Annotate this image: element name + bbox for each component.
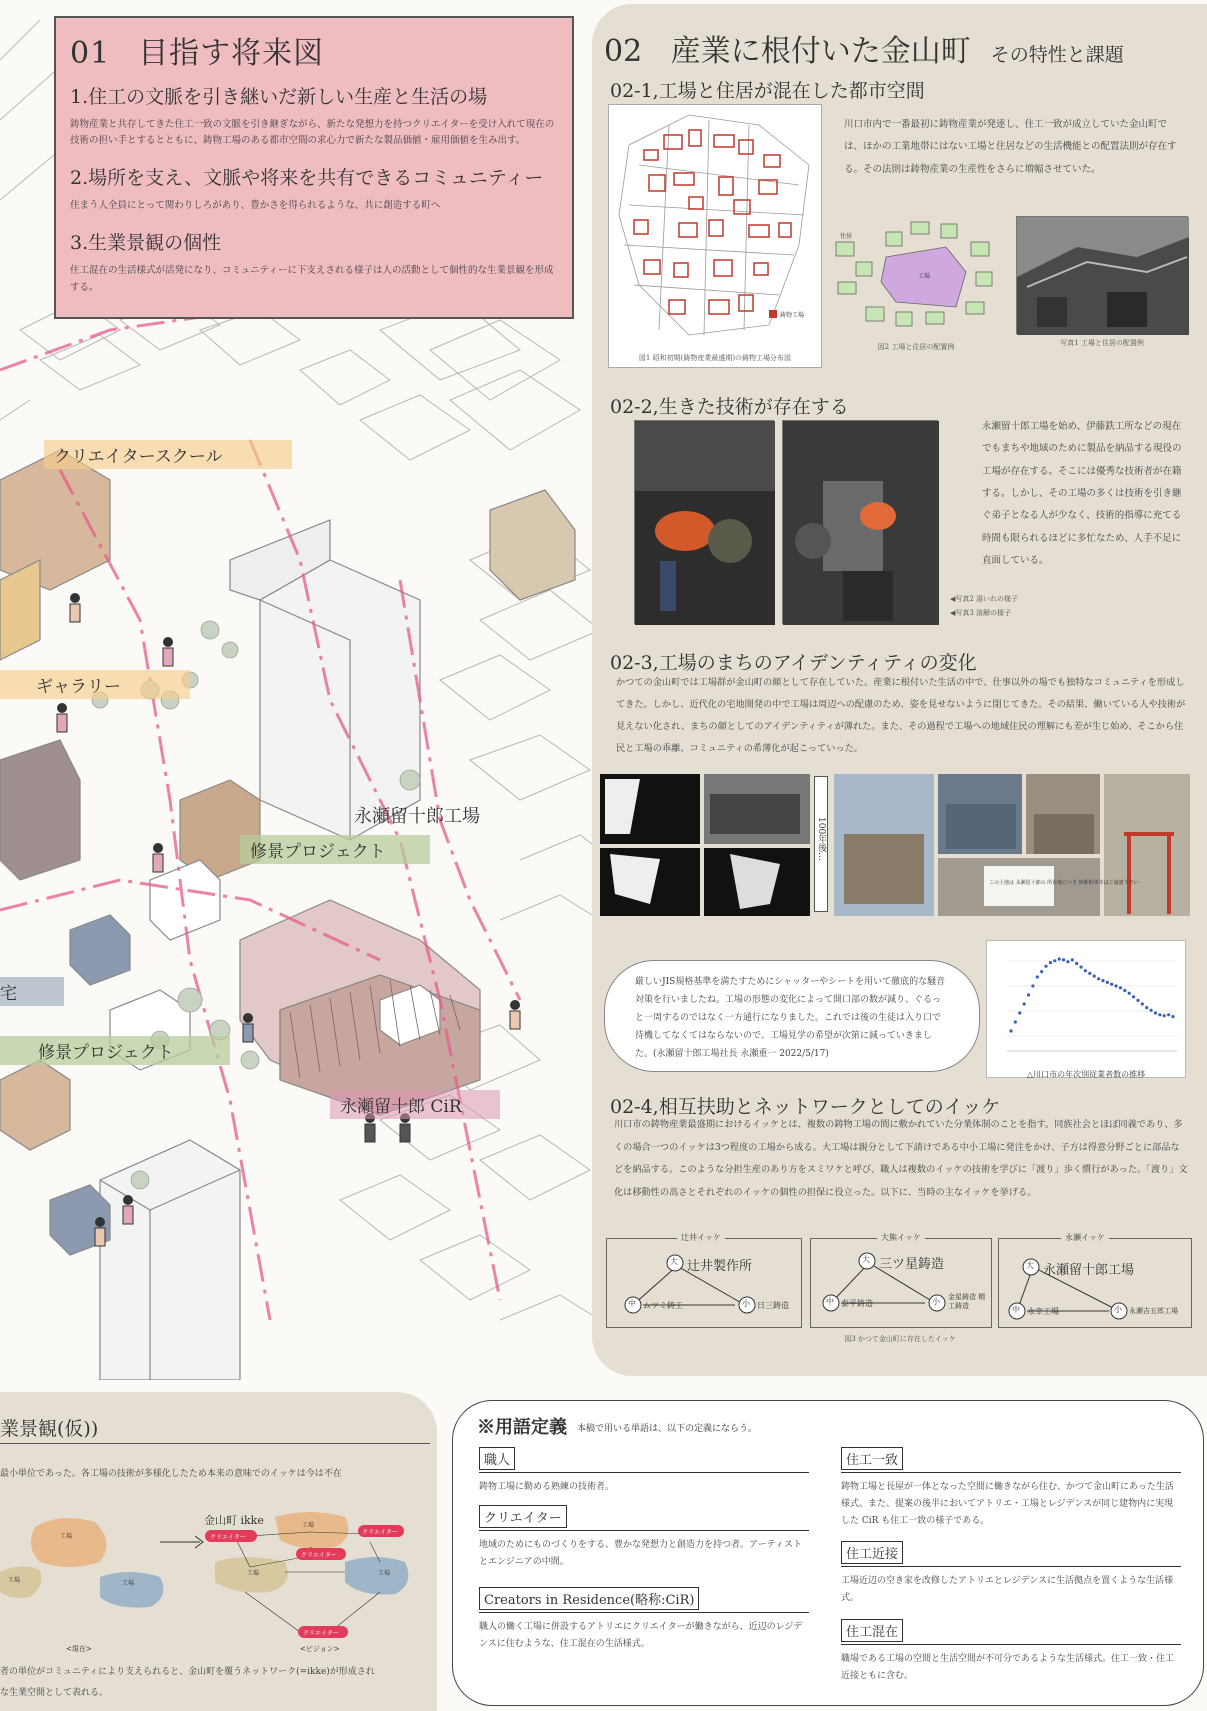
photo-2-image: [635, 421, 775, 625]
subsection-02-4-heading: 02-4,相互扶助とネットワークとしてのイッケ: [610, 1096, 1001, 1118]
factory-label: 工場: [60, 1533, 73, 1540]
label-left-edge: 宅: [0, 977, 64, 1006]
vision-item-2-body: 住まう人全員にとって関わりしろがあり、豊かさを得られるような、共に創造する町へ: [70, 200, 441, 212]
ikke-group-okuma: [810, 1233, 992, 1328]
photo-1-factory-housing: [1016, 216, 1188, 334]
section-02-heading: [604, 26, 1124, 70]
map-sketch: [609, 105, 821, 345]
section-number: 01: [70, 36, 111, 71]
photo-1-image: [1017, 217, 1189, 335]
employment-chart: [986, 940, 1186, 1078]
creator-tag: クリエイター: [362, 1529, 398, 1536]
chart-point: [1097, 977, 1100, 980]
photo-1-caption: 写真1 工場と住居の配置例: [1060, 339, 1144, 347]
term-body: 鋳物工場と長屋が一体となった空間に働きながら住む、かつて金山町にあった生活様式。また、提案の後半においてアトリエ・工場とレジデンスが同じ建物内に実現した CiR も住工一致の様子である。: [841, 1482, 1174, 1527]
sign-text: この土地は 永瀬留十郎の 所有地につき 無断駐車等はご遠慮下さい: [989, 880, 1139, 886]
factory-label: 工場: [378, 1570, 391, 1577]
term-heading: 住工一致: [841, 1447, 903, 1470]
chart-point: [1053, 959, 1056, 962]
big-mark: 大: [862, 1255, 870, 1264]
chart-point: [1106, 981, 1109, 984]
factory-label: 工場: [302, 1522, 315, 1529]
mid-factory: ムツミ鋳工: [643, 1301, 683, 1310]
chart-point: [1110, 983, 1113, 986]
chart-point: [1123, 989, 1126, 992]
term-creator: [479, 1505, 809, 1571]
chart-point: [1066, 960, 1069, 963]
fig2-factory-label: 工場: [918, 273, 931, 280]
ikke-diagram: [607, 1239, 803, 1329]
fig2-sketch: [826, 212, 1006, 338]
chart-point: [1136, 999, 1139, 1002]
term-heading: 職人: [479, 1447, 515, 1470]
fig2-house-label: 住居: [840, 233, 853, 240]
section-01-future-vision: [54, 16, 574, 319]
fig2-caption: 図2 工場と住居の配置例: [877, 343, 955, 351]
section-03-line1: 最小単位であった。各工場の技術が多様化したため本来の意味でのイッケは今は不在: [0, 1469, 342, 1479]
term-heading: 住工近接: [841, 1541, 903, 1564]
mid-mark: 中: [1012, 1305, 1020, 1314]
employment-chart-svg: [987, 941, 1185, 1065]
big-factory: 三ツ星鋳造: [879, 1257, 945, 1272]
mid-mark: 中: [628, 1299, 636, 1308]
section-03-footer-2: な生業空間として表れる。: [0, 1688, 109, 1698]
chart-point: [1101, 979, 1104, 982]
label-nagase-cir: 永瀬留十郎 CiR: [330, 1090, 500, 1119]
subsection-02-2-heading: 02-2,生きた技術が存在する: [610, 396, 849, 418]
term-juko-konzai: [841, 1619, 1181, 1685]
chart-point: [1088, 972, 1091, 975]
fig2-layout-diagram: [826, 212, 1006, 351]
glossary-title: ※用語定義: [477, 1417, 567, 1438]
ikke-group-nagase: [998, 1233, 1192, 1328]
big-factory: 永瀬留十郎工場: [1043, 1263, 1135, 1278]
chart-point: [1044, 965, 1047, 968]
chart-point: [1009, 1029, 1012, 1032]
ikke-name: 辻井イッケ: [677, 1232, 725, 1243]
factory-distribution-map: [608, 104, 822, 368]
chart-point: [1071, 958, 1074, 961]
chart-point: [1114, 984, 1117, 987]
big-factory: 辻井製作所: [687, 1259, 753, 1274]
section-title: 産業に根付いた金山町: [670, 34, 971, 69]
big-mark: 大: [670, 1257, 678, 1266]
creator-tag: クリエイター: [301, 1552, 337, 1559]
label-shukei-project-1: 修景プロジェクト: [240, 835, 430, 864]
term-body: 鋳物工場に勤める熟練の技術者。: [479, 1482, 615, 1492]
vision-label: <ビジョン>: [300, 1645, 340, 1653]
chart-point: [1058, 957, 1061, 960]
ikke-name: 大熊イッケ: [877, 1232, 925, 1243]
diagram-title: 金山町 ikke: [204, 1514, 264, 1527]
quote-text: 厳しいJIS規格基準を満たすためにシャッターやシートを用いて徹底的な騒音対策を行いましたね。工場の形態の変化によって開口部の数が減り、ぐるっと一周するのではなく一方通行になりました。これでは後の生徒は入り口で待機してなくてはならないので、工場見学の希望が次第に減っていきました。(永瀬留十郎工場社長 永瀬重一 2022/5/17): [635, 977, 946, 1059]
term-heading: Creators in Residence(略称:CiR): [479, 1587, 699, 1610]
chart-point: [1018, 1011, 1021, 1014]
chart-point: [1154, 1011, 1157, 1014]
vision-item-3-body: 住工混在の生活様式が活発になり、コミュニティーに下支えされる様子は人の活動として個性的な生業景観を形成する。: [70, 265, 554, 293]
label-creator-school: クリエイタースクール: [44, 440, 292, 469]
subsection-02-4-body: 川口市の鋳物産業最盛期におけるイッケとは、複数の鋳物工場の間に敷かれていた分業体制のことを指す。同族社会とほぼ同義であり、多くの場合一つのイッケは3つ程度の工場から成る。大工場は親分として下請けである中小工場に発注をかけ、子方は得意分野ごとに部品などを納品する。このような分担生産のあり方をスミワケと呼び、職人は複数のイッケの技術を学びに「渡り」歩く慣行があった。「渡り」文化は移動性の高さとそれぞれのイッケの個性の担保に役立った。以下に、当時の主なイッケを挙げる。: [614, 1119, 1188, 1198]
big-mark: 大: [1026, 1261, 1034, 1270]
term-cir: [479, 1587, 809, 1653]
map-legend: 鋳物工場: [780, 312, 805, 319]
modern-photos-grid: [834, 774, 1190, 916]
label-gallery: ギャラリー: [0, 670, 190, 699]
small-mark: 小: [742, 1299, 750, 1308]
factory-label: 工場: [247, 1570, 260, 1577]
label-shukei-project-2: 修景プロジェクト: [0, 1036, 230, 1065]
photo-3-image: [783, 421, 939, 625]
term-heading: クリエイター: [479, 1505, 567, 1528]
creator-tag: クリエイター: [210, 1534, 246, 1541]
arrow-100-years: [814, 776, 828, 912]
photo-2-caption: ◀写真2 湯いれの様子: [950, 595, 1019, 603]
chart-point: [1167, 1013, 1170, 1016]
chart-point: [1023, 1002, 1026, 1005]
chart-point: [1079, 966, 1082, 969]
section-subtitle: その特性と課題: [990, 44, 1124, 66]
photo-3-caption: ◀写真3 溶解の様子: [950, 609, 1012, 617]
term-body: 職人の働く工場に併設するアトリエにクリエイターが働きながら、近辺のレジデンスに住むような、住工混在の生活様式。: [479, 1622, 803, 1650]
subsection-02-1-heading: 02-1,工場と住居が混在した都市空間: [610, 80, 925, 102]
glossary-intro: 本稿で用いる単語は、以下の定義にならう。: [577, 1424, 758, 1434]
subsection-02-3-body: かつての金山町では工場群が金山町の顔として存在していた。産業に根付いた生活の中で、仕事以外の場でも独特なコミュニティを形成してきた。しかし、近代化の宅地開発の中で工場は周辺への配慮のため、姿を見せないように閉じてきた。その結果、働いている人や技術が見えない化され、まちの顔としてのアイデンティティが薄れた。また、その過程で工場への地域住民の理解にも差が生じ始め、そこから住民と工場の乖離、コミュニティの希薄化が起こっていった。: [616, 677, 1186, 755]
term-shokunin: [479, 1447, 809, 1496]
chart-point: [1049, 961, 1052, 964]
chart-point: [1158, 1013, 1161, 1016]
photo-3-melting: [782, 420, 938, 624]
term-juko-icchi: [841, 1447, 1181, 1530]
chart-point: [1075, 962, 1078, 965]
chart-point: [1084, 969, 1087, 972]
chart-point: [1093, 975, 1096, 978]
chart-point: [1027, 993, 1030, 996]
section-03-landscape: [0, 1392, 437, 1711]
small-mark: 小: [932, 1297, 940, 1306]
term-heading: 住工混在: [841, 1619, 903, 1642]
term-body: 工場近辺の空き家を改修したアトリエとレジデンスに生活拠点を置くような生活様式。: [841, 1576, 1174, 1604]
fig1-caption: 図1 昭和初期(鋳物産業最盛期)の鋳物工場分布図: [638, 354, 792, 362]
chart-point: [1014, 1020, 1017, 1023]
label-nagase-factory: 永瀬留十郎工場: [354, 806, 480, 827]
chart-point: [1150, 1009, 1153, 1012]
subsection-02-1-body: 川口市内で一番最初に鋳物産業が発達し、住工一致が成立していた金山町では、ほかの工業地帯にはない工場と住居などの生活機能との配置法則が存在する。その法則は鋳物産業の生産性をさらに増幅させていた。: [844, 119, 1177, 175]
chart-point: [1036, 975, 1039, 978]
factory-label: 工場: [122, 1580, 135, 1587]
photo-2-pouring: [634, 420, 774, 624]
chart-point: [1062, 958, 1065, 961]
now-label: <現在>: [66, 1645, 92, 1653]
mid-factory: 泰平鋳造: [841, 1299, 873, 1308]
chart-point: [1040, 970, 1043, 973]
vision-item-3-heading: 3.生業景観の個性: [70, 232, 222, 255]
section-01-heading: [70, 28, 558, 72]
old-photos-image: [600, 774, 810, 916]
chart-caption: △川口市の年次別従業者数の推移: [1026, 1070, 1146, 1079]
chart-point: [1141, 1002, 1144, 1005]
chart-point: [1119, 986, 1122, 989]
section-number: 02: [604, 34, 643, 69]
section-03-footer-1: 者の単位がコミュニティにより支えられると、金山町を覆うネットワーク(=ikke)が形成され: [0, 1667, 375, 1677]
chart-point: [1031, 984, 1034, 987]
factory-label: 工場: [8, 1577, 21, 1584]
mid-factory: 永幸工場: [1027, 1307, 1059, 1316]
creator-tag: クリエイター: [303, 1630, 339, 1637]
section-title: 目指す将来図: [138, 36, 325, 71]
fig3-caption: 図3 かつて金山町に存在したイッケ: [844, 1335, 956, 1343]
vision-item-1-heading: 1.住工の文脈を引き継いだ新しい生産と生活の場: [70, 86, 488, 108]
small-factory: 日三鋳造: [757, 1301, 789, 1310]
chart-point: [1145, 1006, 1148, 1009]
glossary-panel: [452, 1400, 1204, 1706]
vision-item-1-body: 鋳物産業と共存してきた住工一致の文脈を引き継ぎながら、新たな発想力を持つクリエイターを受け入れて現在の技術の担い手とするとともに、鋳物工場のある都市空間の求心力で新たな製品価値・雇用価値を生み出す。: [70, 119, 555, 147]
chart-point: [1171, 1015, 1174, 1018]
quote-bubble: [604, 960, 980, 1072]
small-mark: 小: [1114, 1305, 1122, 1314]
subsection-02-2-body: 永瀬留十郎工場を始め、伊藤鉄工所などの現在でもまちや地域のために製品を納品する現役の工場が存在する。そこには優秀な技術者が在籍する。しかし、その工場の多くは技術を引き継ぐ弟子となる人が少なく、技術的指導に充てる時間も限られるほどに多忙なため、人手不足に直面している。: [982, 421, 1182, 566]
chart-point: [1128, 992, 1131, 995]
term-body: 地域のためにものづくりをする、豊かな発想力と創造力を持つ者。アーティストとエンジニアの中間。: [479, 1540, 803, 1568]
old-photos-grid: [600, 774, 810, 916]
term-body: 職場である工場の空間と生活空間が不可分であるような生活様式。住工一致・住工近接ともに含む。: [841, 1654, 1175, 1682]
chart-point: [1132, 995, 1135, 998]
subsection-02-3-heading: 02-3,工場のまちのアイデンティティの変化: [610, 652, 977, 674]
vision-item-2-heading: 2.場所を支え、文脈や将来を共有できるコミュニティー: [70, 167, 544, 190]
small-factory: 金星鋳造 精工鋳造: [948, 1293, 986, 1311]
term-juko-kinsetsu: [841, 1541, 1181, 1607]
ikke-name: 永瀬イッケ: [1061, 1232, 1109, 1243]
small-factory: 永瀬吉五郎工場: [1129, 1307, 1178, 1315]
mid-mark: 中: [826, 1297, 834, 1306]
modern-photos-image: [834, 774, 1190, 916]
chart-point: [1163, 1014, 1166, 1017]
ikke-group-tsujii: [606, 1233, 802, 1328]
section-03-title: 業景観(仮)): [0, 1414, 430, 1444]
arrow-label: 100年後…: [816, 817, 826, 862]
